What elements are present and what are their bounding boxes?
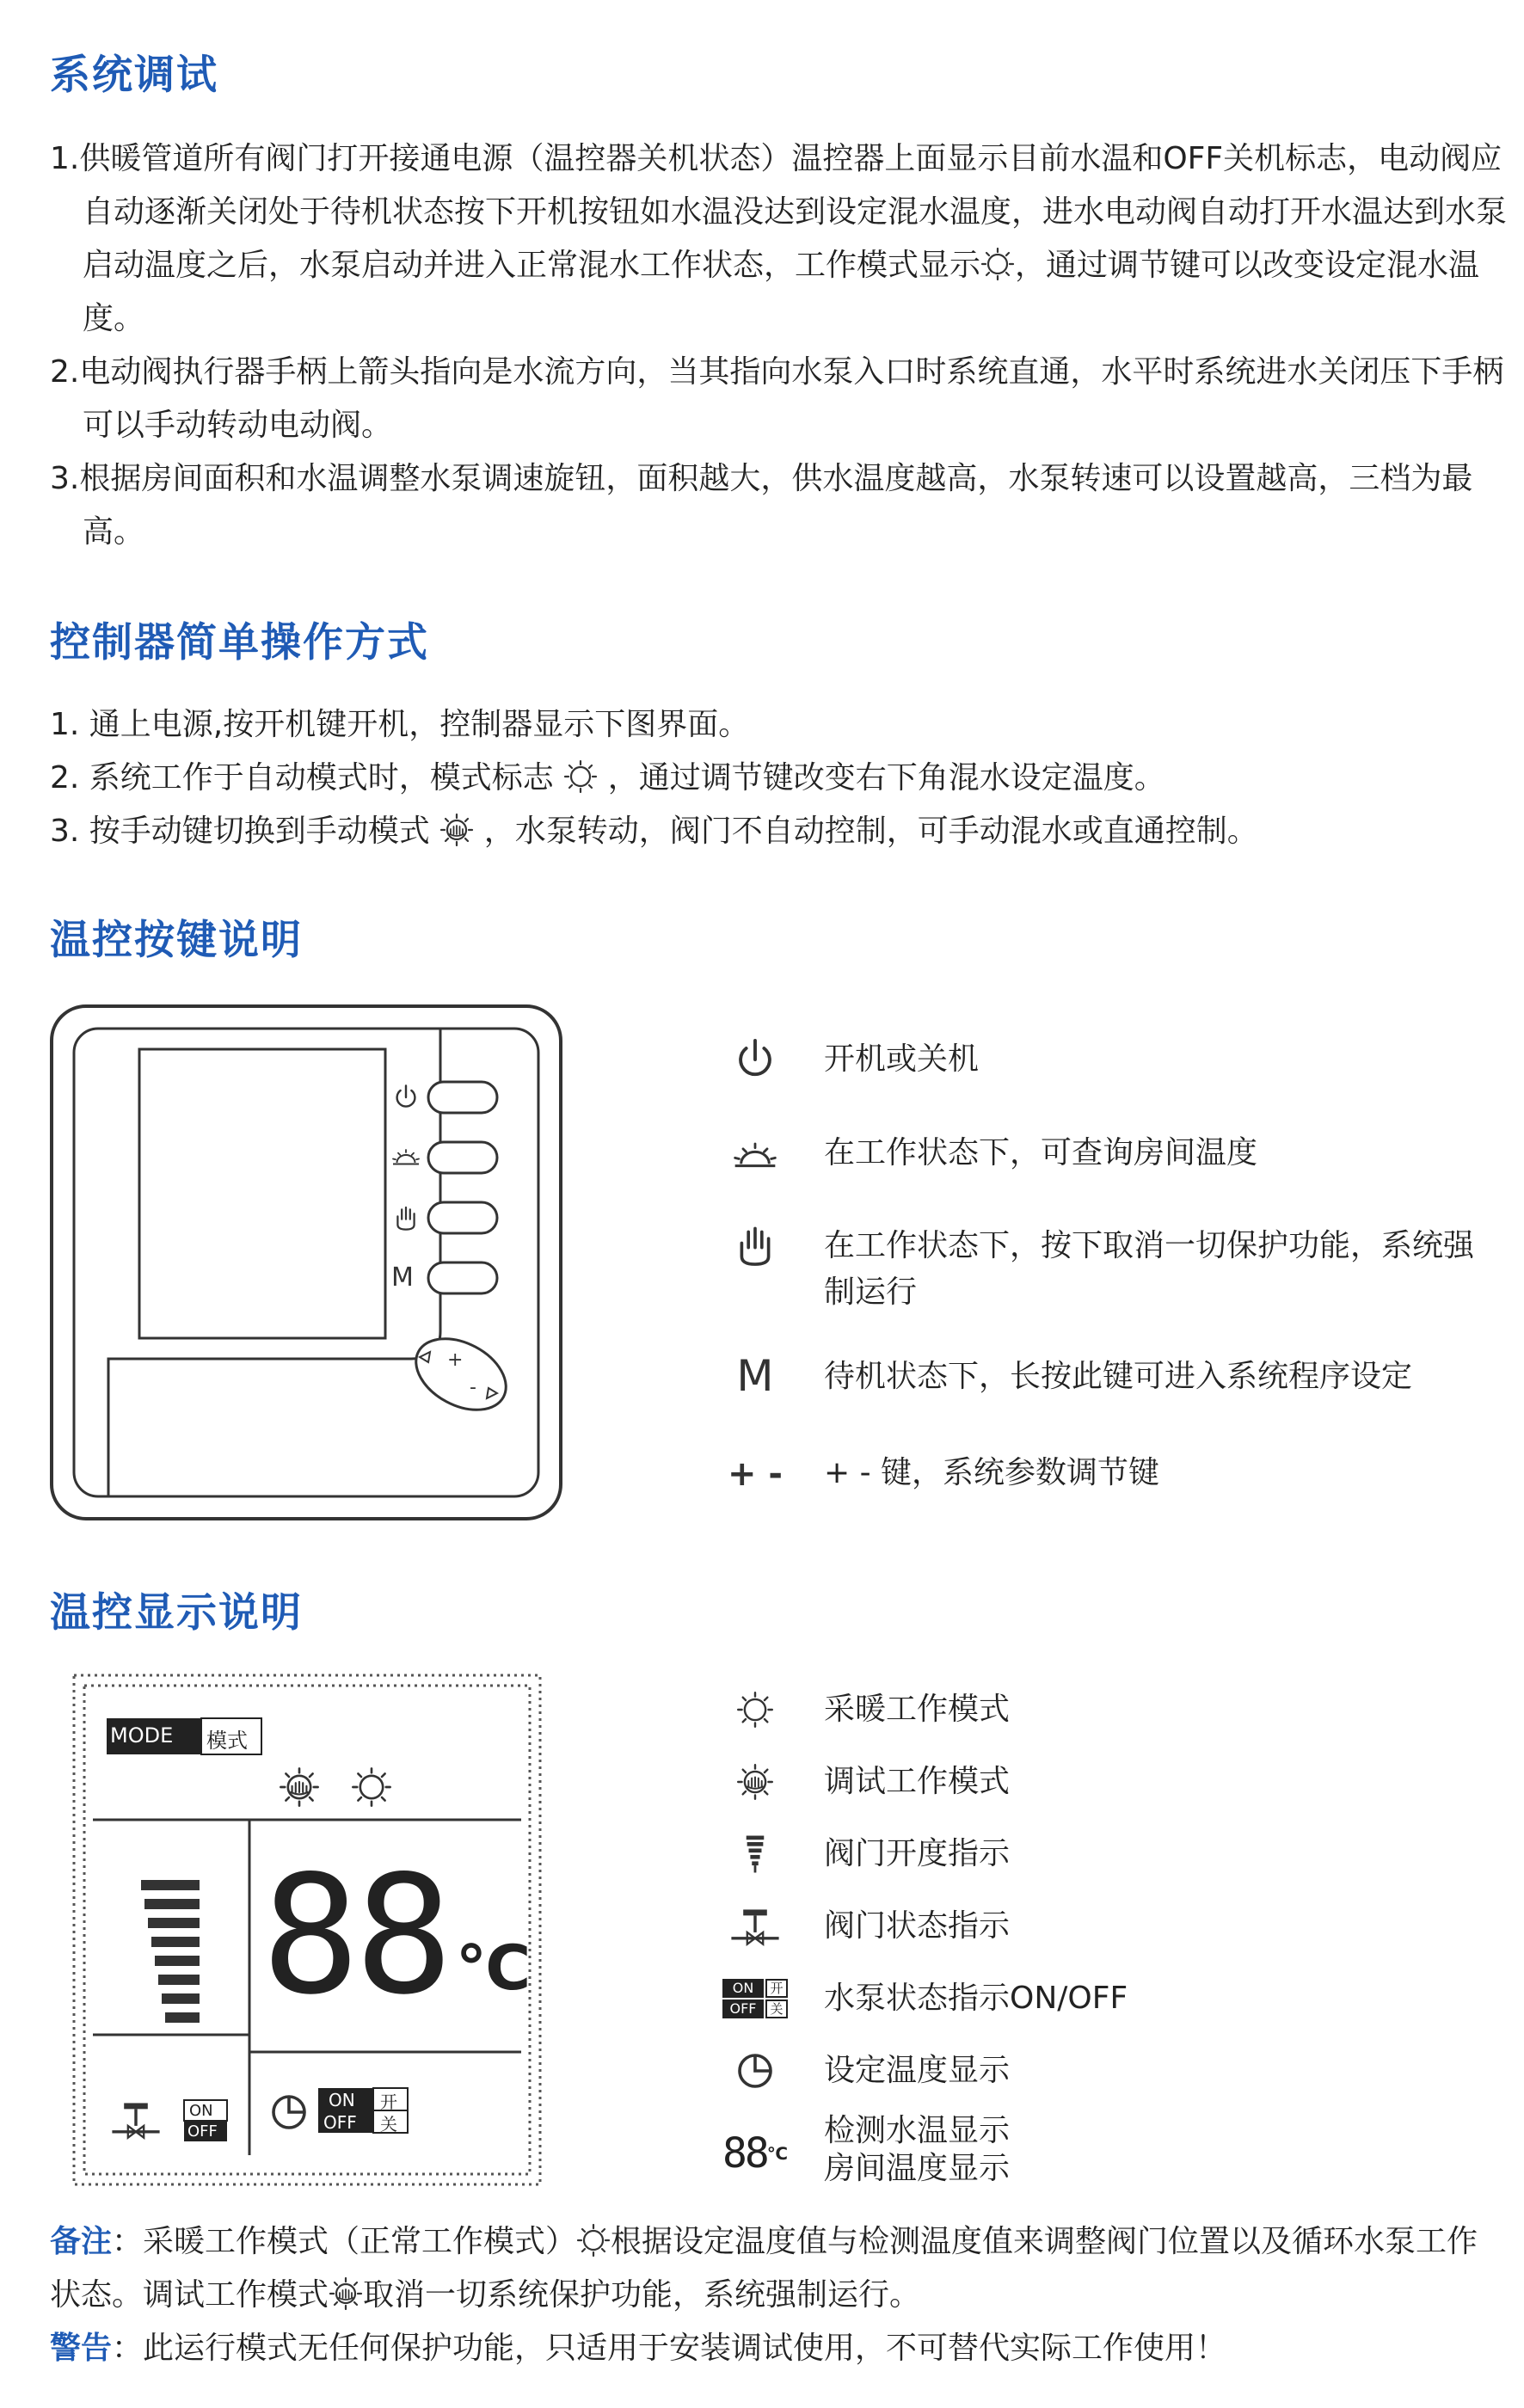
section-title-keys: 温控按键说明 (50, 917, 303, 964)
display-legend-heating: 采暖工作模式 (824, 1692, 1011, 1727)
display-legend-valve-opening: 阀门开度指示 (824, 1836, 1011, 1871)
ops-item-1: 1. 通上电源,按开机键开机，控制器显示下图界面。 (50, 707, 750, 742)
debug-item-2: 2.电动阀执行器手柄上箭头指向是水流方向，当其指向水泵入口时系统直通，水平时系统进水关闭压下手柄可以手动转动电动阀。 (50, 354, 1504, 443)
key-legend-hand: 在工作状态下，按下取消一切保护功能，系统强制运行 (824, 1228, 1475, 1310)
key-legend-plus-minus: + - 键，系统参数调节键 (824, 1455, 1160, 1490)
svg-text:-: - (470, 1377, 476, 1398)
warning-paragraph: 警告：此运行模式无任何保护功能，只适用于安装调试使用，不可替代实际工作使用！ (50, 2331, 1227, 2366)
section-title-ops: 控制器简单操作方式 (50, 619, 429, 666)
debug-mode-icon (439, 813, 474, 847)
mode-label: MODE (110, 1723, 174, 1748)
pump-on-label: ON (189, 2102, 213, 2120)
key-legend-m: 待机状态下，长按此键可进入系统程序设定 (824, 1359, 1413, 1394)
pump-status-icon: ON 开 OFF 关 (714, 1971, 796, 2026)
temp-unit: ℃ (456, 1932, 532, 2004)
display-legend-debug: 调试工作模式 (824, 1764, 1011, 1799)
plus-minus-icon: + - (727, 1454, 784, 1494)
valve-status-icon (714, 1899, 796, 1954)
device-m-label: M (391, 1262, 414, 1293)
ops-item-3: 3. 按手动键切换到手动模式 ，水泵转动，阀门不自动控制，可手动混水或直通控制。 (50, 814, 1258, 849)
display-legend-water-temp: 检测水温显示 (824, 2113, 1011, 2148)
controller-device (50, 1004, 562, 1520)
key-legend-room-temp: 在工作状态下，可查询房间温度 (824, 1135, 1258, 1170)
temp-digits: 88 (261, 1840, 448, 2030)
m-key-icon: M (736, 1351, 774, 1401)
debug-mode-icon (714, 1754, 796, 1809)
display-legend-clock: 设定温度显示 (824, 2053, 1011, 2088)
section-title-display: 温控显示说明 (50, 1589, 303, 1637)
heating-mode-icon (714, 1682, 796, 1737)
pump-off-label: OFF (187, 2122, 218, 2141)
set-kai-label: 开 (380, 2092, 397, 2112)
svg-text:+: + (447, 1349, 464, 1371)
section-title-debug: 系统调试 (50, 52, 218, 99)
heating-mode-icon (576, 2223, 611, 2258)
power-icon (721, 1032, 790, 1087)
clock-icon (714, 2043, 796, 2098)
set-off-label: OFF (323, 2112, 357, 2133)
set-guan-label: 关 (380, 2114, 397, 2135)
heating-mode-icon (563, 759, 598, 794)
valve-opening-icon (714, 1827, 796, 1882)
temp-digits-icon: 88 ℃ (722, 2129, 788, 2178)
heating-mode-icon (980, 247, 1015, 281)
key-legend-power: 开机或关机 (824, 1041, 980, 1077)
display-legend-room-temp: 房间温度显示 (824, 2151, 1011, 2186)
set-on-label: ON (329, 2090, 355, 2110)
debug-item-3: 3.根据房间面积和水温调整水泵调速旋钮，面积越大，供水温度越高，水泵转速可以设置越高，三档为最高。 (50, 461, 1473, 550)
ops-item-2: 2. 系统工作于自动模式时，模式标志 ，通过调节键改变右下角混水设定温度。 (50, 760, 1165, 796)
display-legend-valve-status: 阀门状态指示 (824, 1908, 1011, 1944)
debug-mode-icon (329, 2276, 363, 2311)
room-temp-icon (721, 1128, 790, 1183)
display-panel (72, 1674, 542, 2186)
hand-icon (721, 1218, 790, 1273)
display-legend-pump: 水泵状态指示ON/OFF (824, 1981, 1128, 2016)
debug-item-1: 1.供暖管道所有阀门打开接通电源（温控器关机状态）温控器上面显示目前水温和OFF关机标志，电动阀应自动逐渐关闭处于待机状态按下开机按钮如水温没达到设定混水温度，进水电动阀自动打开水温达到水泵启动温度之后，水泵启动并进入正常混水工作状态，工作模式显示 ，通过调节键可以改变设定混水温度。 (50, 141, 1508, 336)
mode-cn-label: 模式 (206, 1729, 248, 1753)
note-paragraph: 备注：采暖工作模式（正常工作模式） 根据设定温度值与检测温度值来调整阀门位置以及循环水泵工作状态。调试工作模式 取消一切系统保护功能，系统强制运行。 (50, 2224, 1478, 2313)
